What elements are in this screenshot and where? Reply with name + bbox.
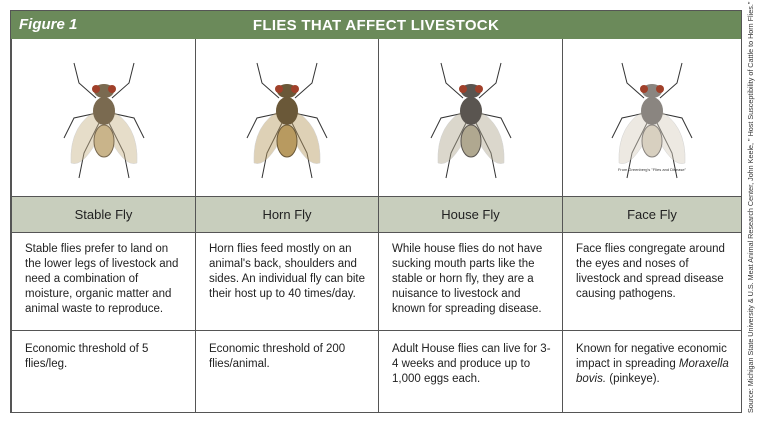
figure-label: Figure 1 xyxy=(19,16,78,33)
fly-icon xyxy=(416,53,526,183)
fly-icon xyxy=(597,53,707,183)
fly-name: Face Fly xyxy=(563,196,741,233)
face-fly-image xyxy=(563,39,741,196)
species-name: Moraxella bovis. xyxy=(576,358,729,385)
fly-description: Stable flies prefer to land on the lower legs of livestock and need a combination of moisture, organic matter and animal waste to reproduce. xyxy=(12,232,195,331)
column-face-fly xyxy=(562,39,741,412)
fly-icon xyxy=(49,53,159,183)
source-note: Source: Michigan State University & U.S. Meat Animal Research Center, John Keele, " Host Susceptibility of Cattle to Horn Flies." xyxy=(746,1,755,413)
flies-table xyxy=(10,10,742,413)
column-house-fly xyxy=(378,39,562,412)
fly-description: While house flies do not have sucking mouth parts like the stable or horn fly, they are a nuisance to livestock and known for spreading disease. xyxy=(379,232,562,331)
fly-name: Stable Fly xyxy=(12,196,195,233)
fly-description: Horn flies feed mostly on an animal's back, shoulders and sides. An individual fly can bite their host up to 40 times/day. xyxy=(196,232,378,331)
threshold-text: Known for negative economic impact in spreading xyxy=(576,343,727,370)
fly-description: Face flies congregate around the eyes and noses of livestock and spread disease causing pathogens. xyxy=(563,232,741,331)
fly-threshold: Adult House flies can live for 3-4 weeks and produce up to 1,000 eggs each. xyxy=(392,343,551,385)
fly-threshold: Economic threshold of 200 flies/animal. xyxy=(209,343,346,370)
fly-threshold xyxy=(563,332,741,387)
threshold-text: (pinkeye). xyxy=(606,373,660,385)
fly-name: Horn Fly xyxy=(196,196,378,233)
image-caption: From Greenberg's "Flies and Disease" xyxy=(617,167,687,172)
fly-threshold: Economic threshold of 5 flies/leg. xyxy=(25,343,149,370)
fly-name: House Fly xyxy=(379,196,562,233)
table-title: FLIES THAT AFFECT LIVESTOCK xyxy=(252,17,500,34)
stable-fly-image xyxy=(12,39,195,196)
house-fly-image xyxy=(379,39,562,196)
fly-icon xyxy=(232,53,342,183)
column-horn-fly xyxy=(195,39,378,412)
table-header xyxy=(11,11,741,39)
horn-fly-image xyxy=(196,39,378,196)
column-stable-fly xyxy=(11,39,195,412)
